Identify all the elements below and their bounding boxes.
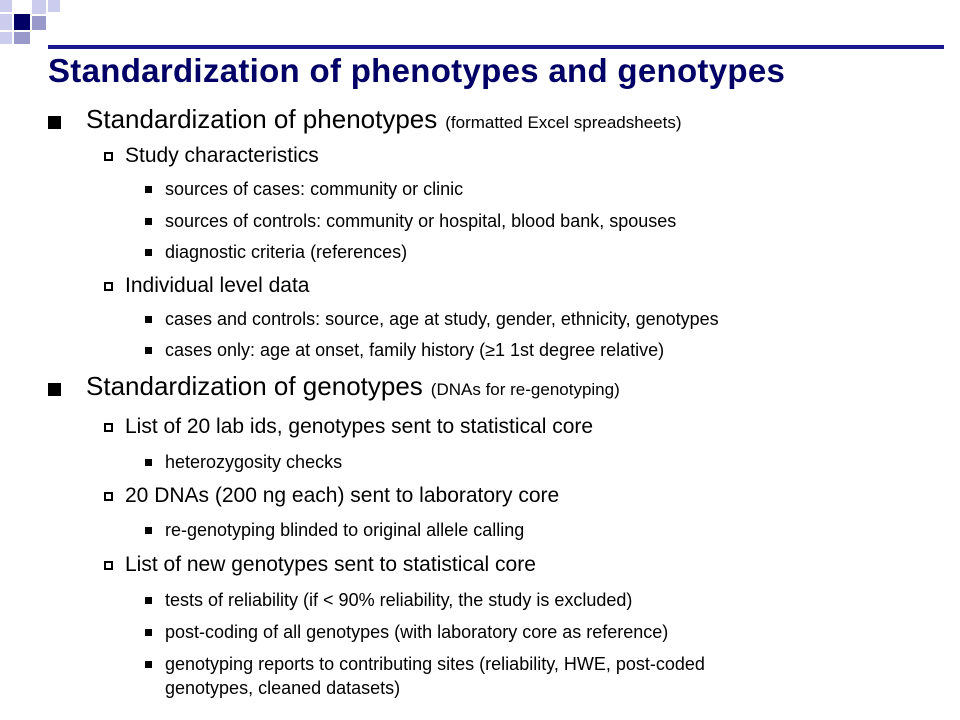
group-label: 20 DNAs (200 ng each) sent to laboratory core — [104, 484, 559, 508]
section-note: (formatted Excel spreadsheets) — [445, 113, 682, 132]
list-item: cases and controls: source, age at study, gender, ethnicity, genotypes — [145, 309, 719, 330]
bullet-hollow-square-icon — [104, 423, 113, 432]
list-item: diagnostic criteria (references) — [145, 242, 407, 263]
bullet-small-square-icon — [145, 316, 152, 323]
decor-square — [0, 14, 12, 30]
group-label: Individual level data — [104, 274, 309, 298]
list-item: sources of cases: community or clinic — [145, 179, 463, 200]
bullet-hollow-square-icon — [104, 492, 113, 501]
bullet-small-square-icon — [145, 629, 152, 636]
decor-square — [32, 16, 46, 30]
bullet-hollow-square-icon — [104, 561, 113, 570]
decor-square — [48, 0, 60, 12]
list-item: re-genotyping blinded to original allele calling — [145, 520, 524, 541]
list-item: tests of reliability (if < 90% reliability, the study is excluded) — [145, 590, 632, 611]
list-item: genotyping reports to contributing sites (reliability, HWE, post-coded — [145, 654, 705, 675]
bullet-hollow-square-icon — [104, 282, 113, 291]
bullet-small-square-icon — [145, 186, 152, 193]
section-heading — [48, 371, 620, 402]
bullet-small-square-icon — [145, 661, 152, 668]
bullet-small-square-icon — [145, 218, 152, 225]
section-note: (DNAs for re-genotyping) — [430, 380, 620, 399]
decor-square — [0, 0, 12, 12]
list-item: post-coding of all genotypes (with laboratory core as reference) — [145, 622, 668, 643]
list-item: sources of controls: community or hospital, blood bank, spouses — [145, 211, 676, 232]
list-item: heterozygosity checks — [145, 452, 342, 473]
group-label: List of new genotypes sent to statistical core — [104, 553, 536, 577]
bullet-small-square-icon — [145, 249, 152, 256]
section-heading — [48, 104, 681, 135]
decor-square — [14, 32, 30, 44]
group-label: Study characteristics — [104, 144, 319, 168]
slide-title: Standardization of phenotypes and genotypes — [48, 52, 786, 89]
decor-square — [14, 14, 30, 30]
section-heading-text: Standardization of genotypes — [86, 371, 423, 401]
list-item-continuation: genotypes, cleaned datasets) — [165, 678, 401, 698]
bullet-small-square-icon — [145, 347, 152, 354]
decor-square — [0, 32, 12, 44]
bullet-small-square-icon — [145, 527, 152, 534]
group-label: List of 20 lab ids, genotypes sent to statistical core — [104, 415, 593, 439]
bullet-square-icon — [48, 383, 61, 396]
list-item: cases only: age at onset, family history (≥1 1st degree relative) — [145, 340, 664, 361]
bullet-hollow-square-icon — [104, 152, 113, 161]
bullet-small-square-icon — [145, 459, 152, 466]
decor-square — [32, 0, 46, 14]
title-rule — [48, 45, 944, 49]
bullet-small-square-icon — [145, 597, 152, 604]
section-heading-text: Standardization of phenotypes — [86, 104, 438, 134]
bullet-square-icon — [48, 116, 61, 129]
